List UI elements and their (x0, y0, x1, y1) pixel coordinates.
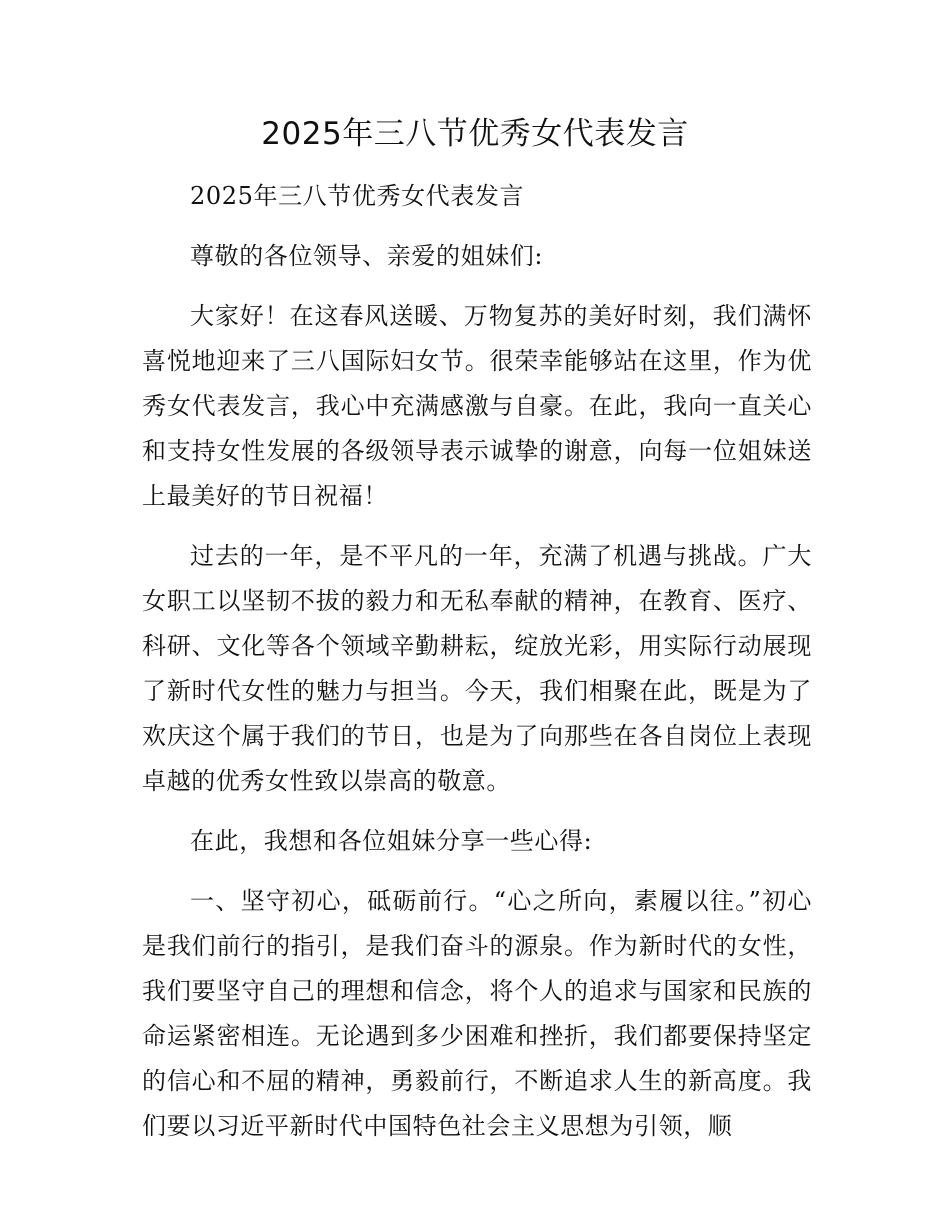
greeting-paragraph: 大家好！在这春风送暖、万物复苏的美好时刻，我们满怀喜悦地迎来了三八国际妇女节。很荣幸能够站在这里，作为优秀女代表发言，我心中充满感激与自豪。在此，我向一直关心和支持女性发展的各级领导表示诚挚的谢意，向每一位姐妹送上最美好的节日祝福！ (142, 302, 812, 510)
document-body (142, 174, 812, 1164)
subtitle-paragraph: 2025年三八节优秀女代表发言 (190, 182, 525, 210)
review-paragraph: 过去的一年，是不平凡的一年，充满了机遇与挑战。广大女职工以坚韧不拔的毅力和无私奉献的精神，在教育、医疗、科研、文化等各个领域辛勤耕耘，绽放光彩，用实际行动展现了新时代女性的魅力与担当。今天，我们相聚在此，既是为了欢庆这个属于我们的节日，也是为了向那些在各自岗位上表现卓越的优秀女性致以崇高的敬意。 (142, 542, 812, 795)
page-title: 2025年三八节优秀女代表发言 (261, 116, 689, 152)
point-one-paragraph: 一、坚守初心，砥砺前行。“心之所向，素履以往。”初心是我们前行的指引，是我们奋斗的源泉。作为新时代的女性，我们要坚守自己的理想和信念，将个人的追求与国家和民族的命运紧密相连。无论遇到多少困难和挫折，我们都要保持坚定的信心和不屈的精神，勇毅前行，不断追求人生的新高度。我们要以习近平新时代中国特色社会主义思想为引领，顺 (142, 887, 812, 1140)
sharing-intro-paragraph: 在此，我想和各位姐妹分享一些心得: (190, 827, 593, 855)
salutation-paragraph: 尊敬的各位领导、亲爱的姐妹们: (190, 242, 544, 270)
